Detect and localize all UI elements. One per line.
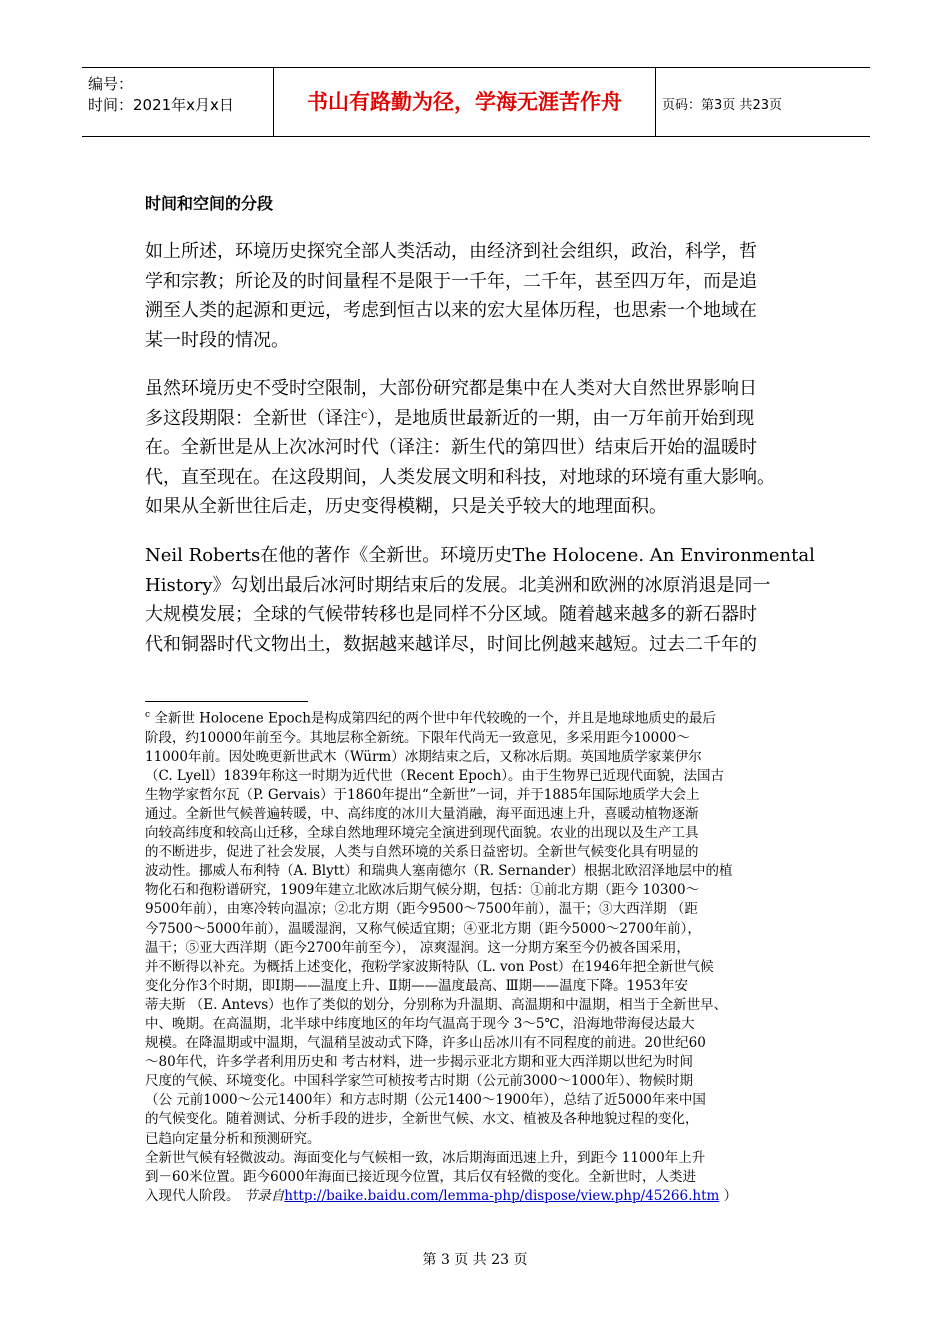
paragraph — [145, 541, 817, 659]
footnote-marker: c — [145, 710, 151, 720]
section-title: 时间和空间的分段 — [145, 194, 274, 213]
footnote-line — [145, 1187, 821, 1206]
footnote-line: 9500年前），由寒冷转向温凉；②北方期（距今9500～7500年前），温干；③大西洋期 （距 — [145, 901, 698, 918]
paragraph-line: 某一时段的情况。 — [145, 329, 289, 351]
footnote-line: 并不断得以补充。为概括上述变化，孢粉学家波斯特队（L. von Post）在1946年把全新世气候 — [145, 958, 714, 975]
citation-link[interactable]: http://baike.baidu.com/lemma-php/dispose/view.php/45266.htm — [284, 1187, 720, 1204]
footnote-line: 11000年前。因处晚更新世武木（Würm）冰期结束之后，又称冰后期。英国地质学家莱伊尔 — [145, 748, 702, 765]
paragraph-line: Neil Roberts在他的著作《全新世。环境历史The Holocene. An Environmental — [145, 545, 815, 566]
footnote-line: 中、晚期。在高温期，北半球中纬度地区的年均气温高于现今 3～5℃，沿海地带海侵达最大 — [145, 1016, 695, 1032]
footnote-line: 的气候变化。随着测试、分析手段的进步，全新世气候、水文、植被及各种地貌过程的变化， — [145, 1111, 699, 1128]
paragraph-line: 学和宗教；所论及的时间量程不是限于一千年，二千年，甚至四万年，而是追 — [145, 270, 757, 292]
footnote-line: ～80年代，许多学者利用历史和 考古材料，进一步揭示亚北方期和亚大西洋期以世纪为时间 — [145, 1054, 693, 1071]
footnote-line: 尺度的气候、环境变化。中国科学家竺可桢按考古时期（公元前3000～1000年）、物候时期 — [145, 1073, 693, 1090]
footnote-text: 全新世 Holocene Epoch是构成第四纪的两个世中年代较晚的一个，并且是地球地质史的最后 — [154, 710, 716, 727]
page-current: 3 — [714, 98, 723, 113]
paragraph-line: 在。全新世是从上次冰河时代（译注：新生代的第四世）结束后开始的温暖时 — [145, 437, 757, 458]
date-label: 时间：2021年x月x日 — [88, 96, 234, 114]
page-total: 23 — [752, 98, 769, 113]
paragraph-line: 多这段期限：全新世（译注ᶜ），是地质世最新近的一期，由一万年前开始到现 — [145, 407, 755, 429]
page-prefix: 页码：第 — [662, 98, 715, 113]
page-footer: 第 3 页 共 23 页 — [422, 1252, 528, 1268]
paragraph-line: 溯至人类的起源和更远，考虑到恒古以来的宏大星体历程，也思索一个地域在 — [145, 300, 757, 321]
header-meta — [88, 74, 234, 116]
footnote-line: 温干；⑤亚大西洋期（距今2700年前至今）， 凉爽湿润。这一分期方案至今仍被各国采用， — [145, 939, 690, 956]
footnote-line: 向较高纬度和较高山迁移，全球自然地理环境完全演进到现代面貌。农业的出现以及生产工具 — [145, 825, 699, 842]
paragraph — [145, 237, 817, 355]
header-motto: 书山有路勤为径，学海无涯苦作舟 — [307, 90, 622, 114]
footnote-line: 规模。在降温期或中温期，气温稍呈波动式下降，许多山岳冰川有不同程度的前进。20世纪60 — [145, 1035, 706, 1052]
footnote-line: 变化分作3个时期，即Ⅰ期——温度上升、Ⅱ期——温度最高、Ⅲ期——温度下降。1953年安 — [145, 977, 688, 994]
footnote-line — [145, 706, 821, 729]
header-divider — [655, 68, 656, 136]
footnote-line: （C. Lyell）1839年称这一时期为近代世（Recent Epoch）。由于生物界已近现代面貌，法国古 — [145, 767, 725, 784]
paragraph-line: 虽然环境历史不受时空限制，大部份研究都是集中在人类对大自然世界影响日 — [145, 378, 757, 399]
paragraph-line: History》勾划出最后冰河时期结束后的发展。北美洲和欧洲的冰原消退是同一 — [145, 574, 771, 596]
footnote-line: （公 元前1000～公元1400年）和方志时期（公元1400～1900年），总结了近5000年来中国 — [145, 1092, 706, 1109]
footnote-line: 物化石和孢粉谱研究，1909年建立北欧冰后期气候分期，包括：①前北方期（距今 10300～ — [145, 882, 700, 899]
footnote-line: 今7500～5000年前），温暖湿润，又称气候适宜期；④亚北方期（距今5000～2700年前）， — [145, 920, 701, 937]
footnote-line: 到－60米位置。距今6000年海面已接近现今位置，其后仅有轻微的变化。全新世时，人类进 — [145, 1168, 697, 1185]
header-page-indicator — [662, 94, 782, 116]
citation-close: ） — [723, 1187, 738, 1204]
page-suffix: 页 — [768, 98, 782, 113]
paragraph-line: 代和铜器时代文物出土，数据越来越详尽，时间比例越来越短。过去二千年的 — [145, 633, 757, 655]
paragraph-line: 如上所述，环境历史探究全部人类活动，由经济到社会组织，政治，科学，哲 — [145, 241, 757, 262]
paragraph-line: 代，直至现在。在这段期间，人类发展文明和科技，对地球的环境有重大影响。 — [145, 466, 775, 488]
page-mid: 页 共 — [722, 98, 753, 113]
footnote-line: 阶段，约10000年前至今。其地层称全新统。下限年代尚无一致意见，多采用距今10000～ — [145, 729, 690, 746]
paragraph — [145, 374, 817, 522]
paragraph-line: 如果从全新世往后走，历史变得模糊，只是关乎较大的地理面积。 — [145, 496, 667, 517]
footnote-line: 波动性。挪威人布利特（A. Blytt）和瑞典人塞南德尔（R. Sernander）根据北欧沼泽地层中的植 — [145, 863, 733, 880]
page-header — [82, 67, 870, 137]
doc-number-label: 编号： — [88, 75, 134, 93]
footnote-line: 全新世气候有轻微波动。海面变化与气候相一致，冰后期海面迅速上升，到距今 11000年上升 — [145, 1149, 706, 1166]
footnote-line: 的不断进步，促进了社会发展，人类与自然环境的关系日益密切。全新世气候变化具有明显的 — [145, 844, 699, 861]
footnote-line: 生物学家哲尔瓦（P. Gervais）于1860年提出“全新世”一词，并于1885年国际地质学大会上 — [145, 786, 700, 803]
footnote-line: 通过。全新世气候普遍转暖，中、高纬度的冰川大量消融，海平面迅速上升，喜暖动植物逐渐 — [145, 805, 699, 822]
footnote-separator — [145, 701, 308, 702]
footnote-text: 入现代人阶段。 — [145, 1187, 240, 1204]
footnote — [145, 706, 821, 1206]
paragraph-line: 大规模发展；全球的气候带转移也是同样不分区域。随着越来越多的新石器时 — [145, 604, 757, 625]
footnote-line: 已趋向定量分析和预测研究。 — [145, 1130, 321, 1147]
citation-label: 节录自 — [243, 1187, 285, 1204]
footnote-line: 蒂夫斯 （E. Antevs）也作了类似的划分，分别称为升温期、高温期和中温期，相当于全新世早、 — [145, 996, 728, 1013]
